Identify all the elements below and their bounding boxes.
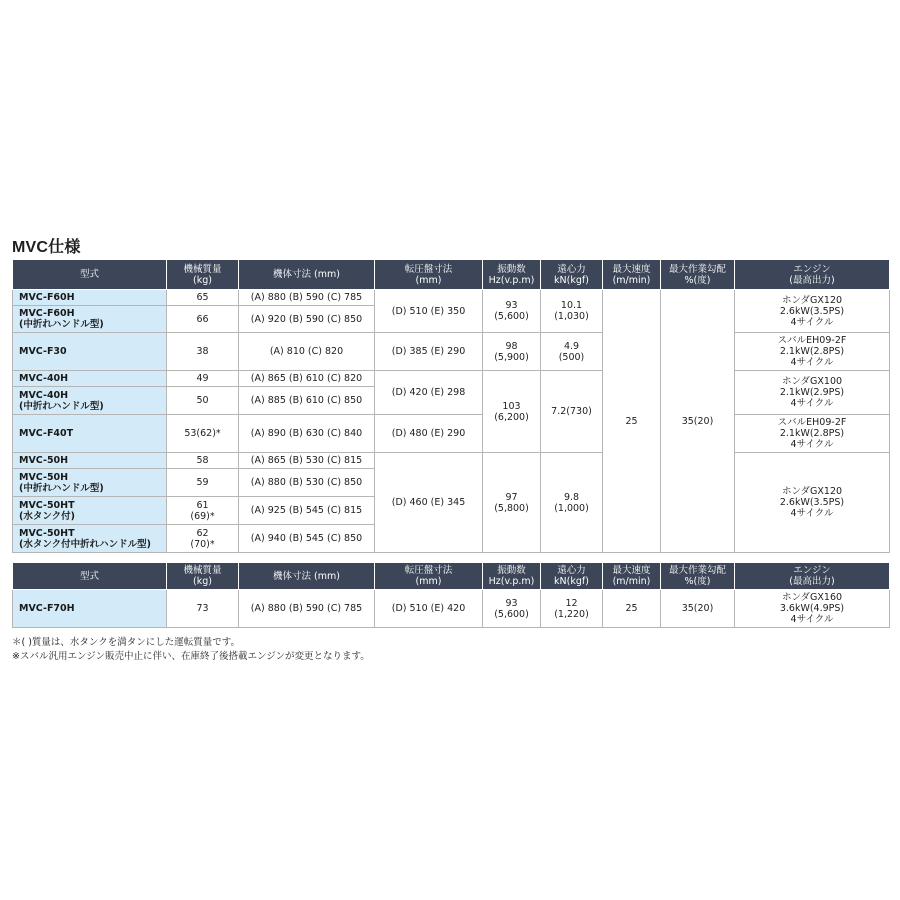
spec-table-f70h: [12, 562, 890, 628]
engine-cell: スバルEH09-2F 2.1kW(2.8PS) 4サイクル: [735, 333, 890, 371]
header-row: [13, 563, 890, 590]
vib-cell: 103 (6,200): [483, 371, 541, 453]
dims-cell: (A) 940 (B) 545 (C) 850: [239, 525, 375, 553]
engine-cell: スバルEH09-2F 2.1kW(2.8PS) 4サイクル: [735, 415, 890, 453]
grade-cell: 35(20): [661, 290, 735, 553]
weight-cell: 61 (69)*: [167, 497, 239, 525]
model-cell: MVC-40H (中折れハンドル型): [13, 387, 167, 415]
plate-cell: (D) 480 (E) 290: [375, 415, 483, 453]
grade-cell: 35(20): [661, 590, 735, 628]
engine-cell: ホンダGX100 2.1kW(2.9PS) 4サイクル: [735, 371, 890, 415]
vib-cell: 97 (5,800): [483, 453, 541, 553]
force-cell: 9.8 (1,000): [541, 453, 603, 553]
header-vib: 振動数 Hz(v.p.m): [483, 260, 541, 290]
force-cell: 10.1 (1,030): [541, 290, 603, 333]
model-cell: MVC-F60H (中折れハンドル型): [13, 306, 167, 333]
vib-cell: 93 (5,600): [483, 290, 541, 333]
model-cell: MVC-F70H: [13, 590, 167, 628]
plate-cell: (D) 460 (E) 345: [375, 453, 483, 553]
weight-cell: 62 (70)*: [167, 525, 239, 553]
header-model: 型式: [13, 563, 167, 590]
header-grade: 最大作業勾配 %(度): [661, 260, 735, 290]
header-weight: 機械質量 (kg): [167, 563, 239, 590]
plate-cell: (D) 510 (E) 350: [375, 290, 483, 333]
header-engine: エンジン (最高出力): [735, 563, 890, 590]
model-cell: MVC-50HT (水タンク付中折れハンドル型): [13, 525, 167, 553]
engine-cell: ホンダGX120 2.6kW(3.5PS) 4サイクル: [735, 290, 890, 333]
speed-cell: 25: [603, 590, 661, 628]
header-speed: 最大速度 (m/min): [603, 563, 661, 590]
force-cell: 7.2(730): [541, 371, 603, 453]
engine-cell: ホンダGX120 2.6kW(3.5PS) 4サイクル: [735, 453, 890, 553]
table-row: [13, 453, 890, 469]
table-row: [13, 290, 890, 306]
header-force: 遠心力 kN(kgf): [541, 563, 603, 590]
page-title: MVC仕様: [12, 239, 81, 256]
footnote-weight: ＊( )質量は、水タンクを満タンにした運転質量です。: [12, 637, 240, 648]
spec-table: [12, 259, 890, 553]
table-row: [13, 415, 890, 453]
dims-cell: (A) 920 (B) 590 (C) 850: [239, 306, 375, 333]
weight-cell: 66: [167, 306, 239, 333]
model-cell: MVC-F30: [13, 333, 167, 371]
engine-cell: ホンダGX160 3.6kW(4.9PS) 4サイクル: [735, 590, 890, 628]
table-row: [13, 590, 890, 628]
dims-cell: (A) 880 (B) 590 (C) 785: [239, 290, 375, 306]
weight-cell: 73: [167, 590, 239, 628]
model-cell: MVC-40H: [13, 371, 167, 387]
header-dims: 機体寸法 (mm): [239, 260, 375, 290]
weight-cell: 59: [167, 469, 239, 497]
weight-cell: 50: [167, 387, 239, 415]
header-grade: 最大作業勾配 %(度): [661, 563, 735, 590]
vib-cell: 98 (5,900): [483, 333, 541, 371]
table-row: [13, 333, 890, 371]
footnote-engine: ※スバル汎用エンジン販売中止に伴い、在庫終了後搭載エンジンが変更となります。: [12, 651, 370, 662]
weight-cell: 49: [167, 371, 239, 387]
header-vib: 振動数 Hz(v.p.m): [483, 563, 541, 590]
header-plate: 転圧盤寸法 (mm): [375, 563, 483, 590]
plate-cell: (D) 420 (E) 298: [375, 371, 483, 415]
weight-cell: 58: [167, 453, 239, 469]
dims-cell: (A) 810 (C) 820: [239, 333, 375, 371]
model-cell: MVC-50H: [13, 453, 167, 469]
header-weight: 機械質量 (kg): [167, 260, 239, 290]
model-cell: MVC-50H (中折れハンドル型): [13, 469, 167, 497]
header-model: 型式: [13, 260, 167, 290]
model-cell: MVC-F60H: [13, 290, 167, 306]
dims-cell: (A) 865 (B) 610 (C) 820: [239, 371, 375, 387]
header-engine: エンジン (最高出力): [735, 260, 890, 290]
plate-cell: (D) 510 (E) 420: [375, 590, 483, 628]
force-cell: 12 (1,220): [541, 590, 603, 628]
dims-cell: (A) 880 (B) 590 (C) 785: [239, 590, 375, 628]
dims-cell: (A) 865 (B) 530 (C) 815: [239, 453, 375, 469]
dims-cell: (A) 890 (B) 630 (C) 840: [239, 415, 375, 453]
plate-cell: (D) 385 (E) 290: [375, 333, 483, 371]
weight-cell: 38: [167, 333, 239, 371]
header-speed: 最大速度 (m/min): [603, 260, 661, 290]
dims-cell: (A) 925 (B) 545 (C) 815: [239, 497, 375, 525]
weight-cell: 53(62)*: [167, 415, 239, 453]
header-dims: 機体寸法 (mm): [239, 563, 375, 590]
speed-cell: 25: [603, 290, 661, 553]
header-plate: 転圧盤寸法 (mm): [375, 260, 483, 290]
dims-cell: (A) 885 (B) 610 (C) 850: [239, 387, 375, 415]
vib-cell: 93 (5,600): [483, 590, 541, 628]
dims-cell: (A) 880 (B) 530 (C) 850: [239, 469, 375, 497]
model-cell: MVC-50HT (水タンク付): [13, 497, 167, 525]
force-cell: 4.9 (500): [541, 333, 603, 371]
weight-cell: 65: [167, 290, 239, 306]
table-row: [13, 371, 890, 387]
footnotes: [12, 636, 370, 664]
header-row: [13, 260, 890, 290]
header-force: 遠心力 kN(kgf): [541, 260, 603, 290]
model-cell: MVC-F40T: [13, 415, 167, 453]
